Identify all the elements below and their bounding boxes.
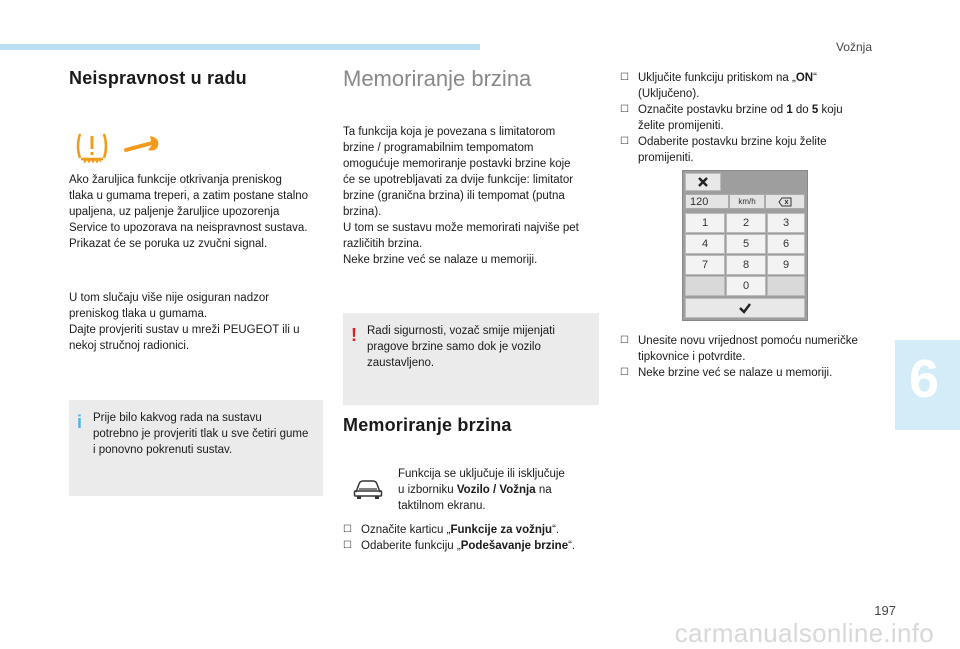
- text-part: koju: [818, 104, 843, 116]
- text-part: Neke brzine već se nalaze u memoriji.: [638, 367, 833, 379]
- info-note: [69, 400, 323, 496]
- text-bold: Podešavanje brzine: [460, 540, 569, 552]
- steps-list: [343, 522, 599, 554]
- text-part: (Uključeno).: [638, 88, 700, 100]
- header-bar: [0, 44, 480, 50]
- text-part: želite promijeniti.: [638, 120, 724, 132]
- speed-display: 120: [685, 194, 729, 209]
- key-4[interactable]: 4: [685, 234, 725, 254]
- text-bold: Funkcije za vožnju: [450, 524, 553, 536]
- list-item: [620, 102, 870, 134]
- text-part: tipkovnice i potvrdite.: [638, 351, 746, 363]
- bullet-icon: ☐: [620, 367, 629, 378]
- steps-list-bottom: [620, 333, 870, 381]
- text-part: na: [535, 484, 552, 496]
- text-part: u izborniku: [398, 484, 457, 496]
- key-3[interactable]: 3: [767, 213, 805, 233]
- text-line: različitih brzina.: [343, 238, 423, 250]
- backspace-icon: [778, 197, 792, 207]
- tyre-pressure-warning-icon: [78, 134, 106, 162]
- section-label: Vožnja: [835, 40, 872, 54]
- list-item: [620, 134, 870, 166]
- bullet-icon: ☐: [620, 104, 629, 115]
- text-bold: ON: [795, 72, 814, 84]
- text-line: nekoj stručnoj radionici.: [69, 340, 190, 352]
- text-line: Funkcija se uključuje ili isključuje: [398, 468, 565, 480]
- text-line: preniskog tlaka u gumama.: [69, 308, 208, 320]
- list-item: [620, 365, 870, 381]
- list-item: [620, 333, 870, 365]
- close-icon: [697, 176, 709, 188]
- text-line: Prikazat će se poruka uz zvučni signal.: [69, 238, 268, 250]
- text-part: Označite postavku brzine od: [638, 104, 787, 116]
- car-icon: [353, 478, 383, 500]
- text-line: Prije bilo kakvog rada na sustavu: [93, 412, 262, 424]
- paragraph-speed-memory: [343, 124, 599, 268]
- bullet-icon: ☐: [343, 524, 352, 535]
- bullet-icon: ☐: [343, 540, 352, 551]
- text-line: će se upotrebljavati za dvije funkcije: limitator: [343, 174, 574, 186]
- bullet-icon: ☐: [620, 136, 629, 147]
- key-5[interactable]: 5: [726, 234, 766, 254]
- text-line: U tom se sustavu može memorirati najviše pet: [343, 222, 579, 234]
- text-part: Odaberite postavku brzine koju želite: [638, 136, 827, 148]
- text-part: “.: [552, 524, 560, 536]
- close-key[interactable]: [685, 173, 721, 191]
- bullet-icon: ☐: [620, 335, 629, 346]
- list-item: [620, 70, 870, 102]
- confirm-key[interactable]: [685, 298, 805, 318]
- keypad-blank-key: [685, 276, 725, 296]
- page-number: 197: [874, 603, 896, 618]
- text-part: “: [813, 72, 817, 84]
- text-line: omogućuje memoriranje postavki brzine koje: [343, 158, 571, 170]
- text-line: Radi sigurnosti, vozač smije mijenjati: [367, 325, 555, 337]
- text-line: Ta funkcija koja je povezana s limitatorom: [343, 126, 556, 138]
- subsection-title-speed-memory: Memoriranje brzina: [343, 415, 512, 435]
- menu-path: Vozilo / Vožnja: [456, 484, 536, 496]
- chapter-number: 6: [909, 349, 940, 409]
- text-part: promijeniti.: [638, 152, 694, 164]
- speed-keypad: [682, 170, 808, 321]
- list-item: [343, 522, 599, 538]
- text-line: brzine (granična brzina) ili tempomat (putna: [343, 190, 565, 202]
- warning-icon: !: [351, 325, 357, 345]
- text-line: Neke brzine već se nalaze u memoriji.: [343, 254, 538, 266]
- text-line: U tom slučaju više nije osiguran nadzor: [69, 292, 270, 304]
- backspace-key[interactable]: [765, 194, 805, 209]
- text-line: zaustavljeno.: [367, 357, 435, 369]
- text-line: [398, 482, 598, 498]
- warning-icons: [76, 126, 166, 166]
- text-bold: 1: [786, 104, 793, 116]
- paragraph-malfunction-2: [69, 290, 323, 354]
- section-title-malfunction: Neispravnost u radu: [69, 68, 247, 88]
- car-menu-text: [398, 466, 598, 514]
- service-wrench-icon: [126, 136, 158, 151]
- text-part: do: [792, 104, 812, 116]
- text-line: potrebno je provjeriti tlak u sve četiri gume: [93, 428, 309, 440]
- text-line: tlaka u gumama treperi, a zatim postane stalno: [69, 190, 309, 202]
- key-8[interactable]: 8: [726, 255, 766, 275]
- steps-list-top: [620, 70, 870, 166]
- info-icon: i: [77, 412, 83, 432]
- paragraph-malfunction-1: [69, 172, 323, 252]
- key-2[interactable]: 2: [726, 213, 766, 233]
- text-line: i ponovno pokrenuti sustav.: [93, 444, 233, 456]
- watermark: carmanualsonline.info: [674, 618, 934, 648]
- text-part: Uključite funkciju pritiskom na „: [638, 72, 796, 84]
- text-line: taktilnom ekranu.: [398, 500, 486, 512]
- checkmark-icon: [738, 302, 752, 314]
- bullet-icon: ☐: [620, 72, 629, 83]
- key-9[interactable]: 9: [767, 255, 805, 275]
- text-part: “.: [568, 540, 576, 552]
- unit-label: km/h: [729, 194, 765, 209]
- keypad-blank-key: [767, 276, 805, 296]
- text-part: Označite karticu „: [361, 524, 451, 536]
- text-line: upaljena, uz paljenje žaruljice upozorenja: [69, 206, 280, 218]
- text-line: pragove brzine samo dok je vozilo: [367, 341, 541, 353]
- key-6[interactable]: 6: [767, 234, 805, 254]
- text-line: brzina).: [343, 206, 382, 218]
- text-line: Dajte provjeriti sustav u mreži PEUGEOT ili u: [69, 324, 300, 336]
- key-1[interactable]: 1: [685, 213, 725, 233]
- text-bold: 5: [811, 104, 819, 116]
- text-line: Service to upozorava na neispravnost sustava.: [69, 222, 308, 234]
- key-0[interactable]: 0: [726, 276, 766, 296]
- list-item: [343, 538, 599, 554]
- chapter-tab: [895, 340, 960, 430]
- text-line: brzine / programabilnim tempomatom: [343, 142, 534, 154]
- safety-warning-note: [343, 313, 599, 405]
- text-line: Ako žaruljica funkcije otkrivanja preniskog: [69, 174, 282, 186]
- text-part: Odaberite funkciju „: [361, 540, 461, 552]
- key-7[interactable]: 7: [685, 255, 725, 275]
- section-title-speed-memory: Memoriranje brzina: [343, 66, 532, 91]
- text-part: Unesite novu vrijednost pomoću numeričke: [638, 335, 858, 347]
